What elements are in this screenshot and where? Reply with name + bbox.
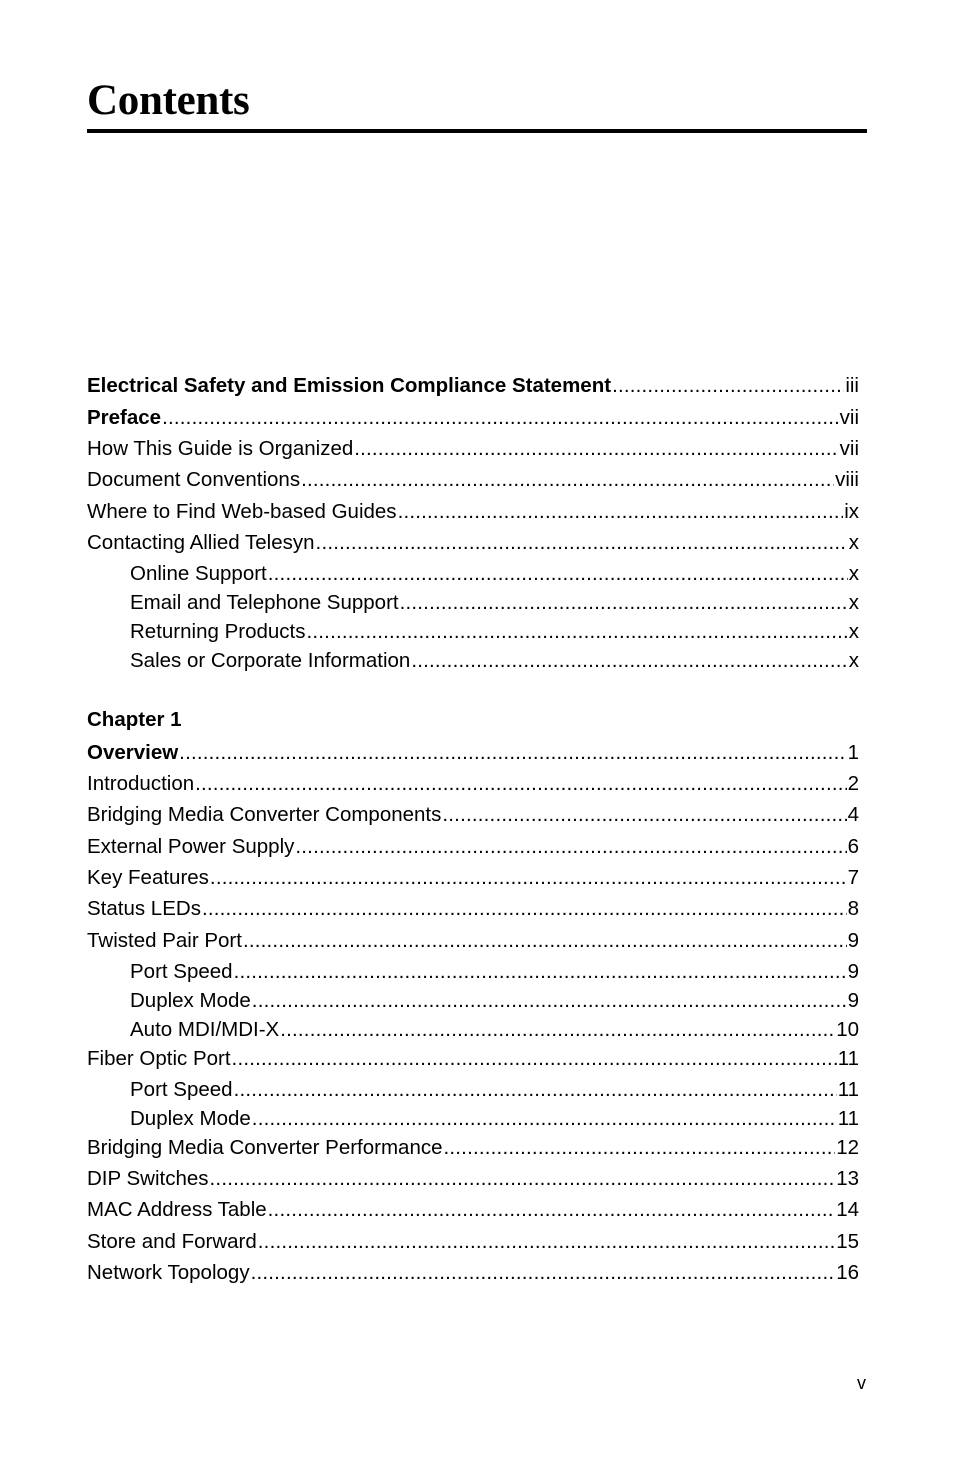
toc-entry-label: Store and Forward [87, 1230, 257, 1253]
toc-entry-label: Key Features [87, 866, 209, 889]
toc-entry[interactable] [87, 928, 859, 954]
toc-subentry[interactable] [130, 1017, 859, 1043]
toc-entry[interactable] [87, 740, 859, 766]
toc-dot-leader [162, 405, 839, 431]
toc-entry[interactable] [87, 1135, 859, 1161]
toc-dot-leader [251, 1260, 836, 1286]
toc-entry[interactable] [87, 771, 859, 797]
toc-entry[interactable] [87, 530, 859, 556]
toc-entry-label: Document Conventions [87, 468, 301, 491]
toc-dot-leader [258, 1229, 835, 1255]
toc-entry-page: 16 [836, 1261, 859, 1284]
toc-entry-label: Email and Telephone Support [130, 591, 399, 614]
toc-subentry[interactable] [130, 619, 859, 645]
toc-entry-page: 14 [836, 1198, 859, 1221]
toc-subentry[interactable] [130, 590, 859, 616]
toc-dot-leader [400, 590, 848, 616]
toc-entry-label: Duplex Mode [130, 989, 251, 1012]
toc-dot-leader [234, 959, 847, 985]
toc-dot-leader [398, 499, 844, 525]
toc-dot-leader [301, 467, 834, 493]
toc-entry-label: Electrical Safety and Emission Compliance Statement [87, 374, 612, 397]
toc-entry-page: x [848, 649, 859, 672]
toc-entry-label: Bridging Media Converter Components [87, 803, 442, 826]
toc-dot-leader [280, 1017, 835, 1043]
toc-entry-label: MAC Address Table [87, 1198, 267, 1221]
toc-entry-page: 11 [837, 1047, 859, 1070]
toc-entry-page: vii [839, 437, 859, 460]
toc-subentry[interactable] [130, 1077, 859, 1103]
toc-entry-page: x [848, 591, 859, 614]
toc-dot-leader [268, 561, 848, 587]
toc-dot-leader [306, 619, 847, 645]
toc-dot-leader [316, 530, 848, 556]
toc-entry[interactable] [87, 1260, 859, 1286]
toc-entry-label: Overview [87, 741, 179, 764]
toc-dot-leader [411, 648, 847, 674]
toc-entry-page: 9 [847, 929, 859, 952]
toc-entry-page: 13 [836, 1167, 859, 1190]
toc-entry[interactable] [87, 373, 859, 399]
toc-entry-page: iii [845, 374, 859, 397]
toc-entry-label: Where to Find Web-based Guides [87, 500, 397, 523]
toc-entry-page: ix [844, 500, 859, 523]
title-rule [87, 129, 867, 133]
toc-entry-page: vii [839, 406, 859, 429]
toc-entry-label: How This Guide is Organized [87, 437, 354, 460]
toc-entry-label: Network Topology [87, 1261, 250, 1284]
toc-dot-leader [234, 1077, 837, 1103]
toc-dot-leader [268, 1197, 836, 1223]
toc-dot-leader [252, 988, 847, 1014]
toc-entry-label: Duplex Mode [130, 1107, 251, 1130]
toc-entry-label: Returning Products [130, 620, 306, 643]
toc-entry-label: Contacting Allied Telesyn [87, 531, 315, 554]
toc-entry-label: Fiber Optic Port [87, 1047, 231, 1070]
chapter-label: Chapter 1 [87, 708, 182, 731]
toc-entry-label: Bridging Media Converter Performance [87, 1136, 443, 1159]
toc-dot-leader [252, 1106, 837, 1132]
toc-entry[interactable] [87, 834, 859, 860]
toc-entry-page: 10 [836, 1018, 859, 1041]
toc-entry-label: Online Support [130, 562, 267, 585]
toc-entry-label: Preface [87, 406, 162, 429]
page-number: v [857, 1373, 866, 1393]
toc-entry-page: 9 [847, 989, 859, 1012]
toc-entry-page: 6 [847, 835, 859, 858]
toc-entry[interactable] [87, 896, 859, 922]
toc-entry-label: External Power Supply [87, 835, 295, 858]
toc-dot-leader [195, 771, 846, 797]
toc-subentry[interactable] [130, 988, 859, 1014]
toc-entry-label: Status LEDs [87, 897, 201, 920]
toc-entry-page: 12 [836, 1136, 859, 1159]
toc-entry-page: 15 [836, 1230, 859, 1253]
toc-subentry[interactable] [130, 561, 859, 587]
toc-entry-label: Port Speed [130, 960, 233, 983]
toc-dot-leader [295, 834, 846, 860]
toc-entry[interactable] [87, 1197, 859, 1223]
toc-entry[interactable] [87, 1166, 859, 1192]
toc-entry-label: Port Speed [130, 1078, 233, 1101]
toc-entry-page: x [848, 620, 859, 643]
toc-subentry[interactable] [130, 648, 859, 674]
toc-entry-page: 11 [837, 1107, 859, 1130]
toc-dot-leader [202, 896, 847, 922]
toc-entry[interactable] [87, 1229, 859, 1255]
page-title: Contents [87, 77, 250, 124]
toc-dot-leader [612, 373, 844, 399]
toc-dot-leader [179, 740, 846, 766]
toc-entry-page: x [848, 531, 859, 554]
toc-entry-page: viii [835, 468, 859, 491]
toc-entry-page: 4 [847, 803, 859, 826]
toc-entry-label: Twisted Pair Port [87, 929, 242, 952]
toc-dot-leader [232, 1046, 837, 1072]
toc-subentry[interactable] [130, 959, 859, 985]
toc-entry-page: 8 [847, 897, 859, 920]
toc-entry-label: Introduction [87, 772, 195, 795]
toc-entry[interactable] [87, 467, 859, 493]
toc-entry-page: x [848, 562, 859, 585]
toc-dot-leader [442, 802, 846, 828]
toc-entry-page: 11 [837, 1078, 859, 1101]
toc-entry-label: DIP Switches [87, 1167, 209, 1190]
toc-entry[interactable] [87, 499, 859, 525]
toc-dot-leader [210, 865, 847, 891]
toc-entry-page: 1 [847, 741, 859, 764]
toc-entry-page: 2 [847, 772, 859, 795]
toc-dot-leader [243, 928, 847, 954]
toc-dot-leader [210, 1166, 836, 1192]
toc-dot-leader [444, 1135, 836, 1161]
toc-entry-page: 7 [847, 866, 859, 889]
toc-entry[interactable] [87, 436, 859, 462]
toc-entry[interactable] [87, 1046, 859, 1072]
toc-entry-label: Sales or Corporate Information [130, 649, 411, 672]
toc-entry[interactable] [87, 865, 859, 891]
toc-entry-label: Auto MDI/MDI-X [130, 1018, 280, 1041]
toc-entry[interactable] [87, 405, 859, 431]
toc-subentry[interactable] [130, 1106, 859, 1132]
toc-entry[interactable] [87, 802, 859, 828]
toc-dot-leader [354, 436, 838, 462]
toc-entry-page: 9 [847, 960, 859, 983]
